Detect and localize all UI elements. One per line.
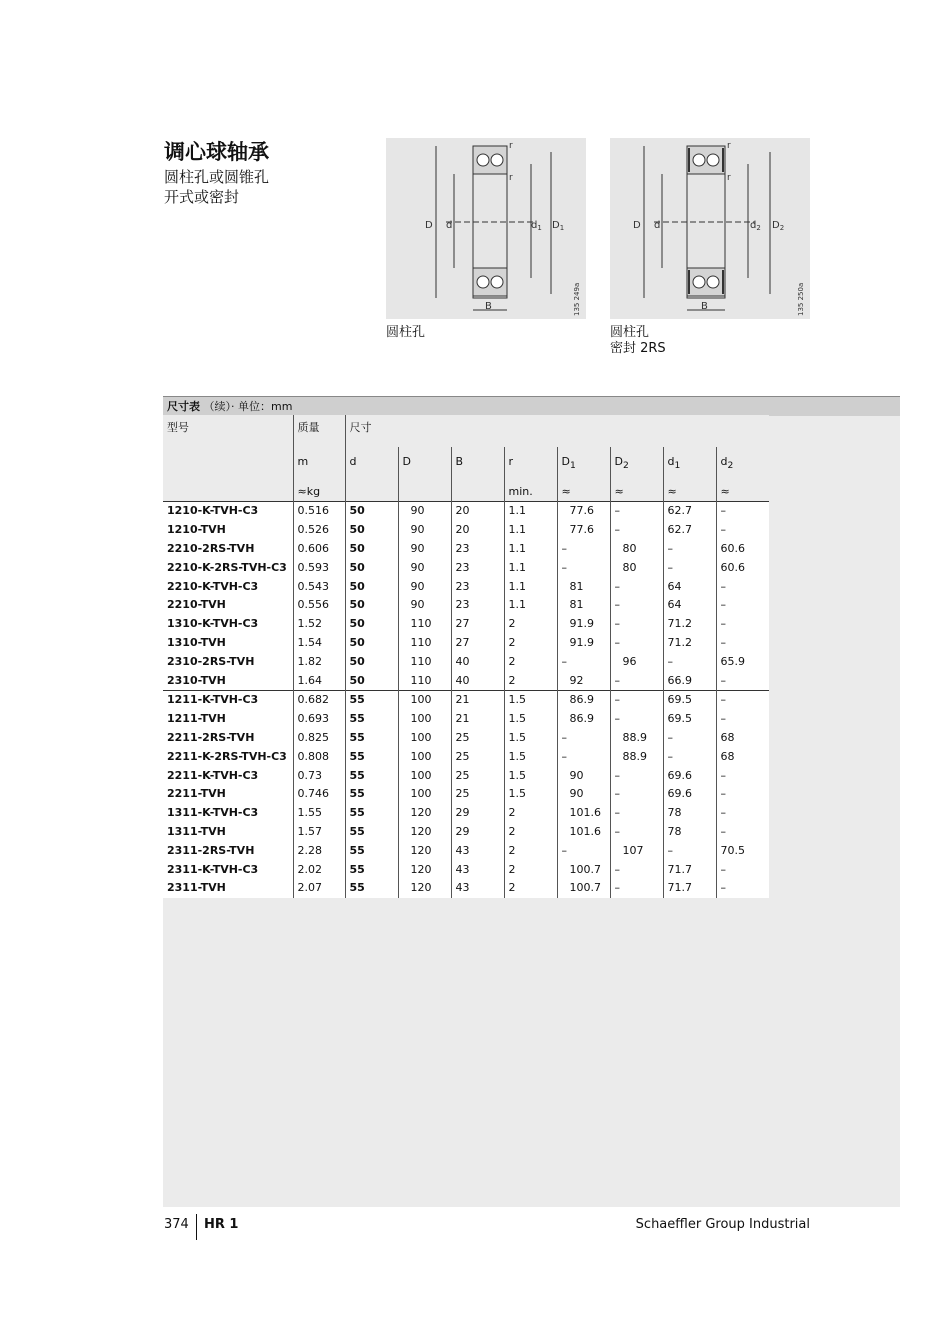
bearing-drawing-open xyxy=(386,138,586,319)
table-cell: 43 xyxy=(451,879,504,898)
table-cell: 43 xyxy=(451,860,504,879)
table-cell: 0.516 xyxy=(293,502,345,521)
table-cell: 68 xyxy=(716,747,769,766)
table-cell: – xyxy=(716,766,769,785)
label-dim1: d xyxy=(531,220,538,231)
table-cell: – xyxy=(610,502,663,521)
table-cell: 50 xyxy=(345,577,398,596)
table-row xyxy=(163,841,769,860)
table-row xyxy=(163,615,769,634)
table-cell: – xyxy=(663,747,716,766)
cell-model: 1310-K-TVH-C3 xyxy=(163,615,293,634)
table-row xyxy=(163,577,769,596)
header-B: B xyxy=(451,447,504,483)
table-cell: 55 xyxy=(345,804,398,823)
table-cell: 90 xyxy=(398,540,451,559)
table-cell: – xyxy=(557,841,610,860)
table-cell: 29 xyxy=(451,804,504,823)
table-cell: – xyxy=(610,615,663,634)
label-D: D xyxy=(425,220,433,231)
table-cell: – xyxy=(557,558,610,577)
table-cell: 40 xyxy=(451,671,504,690)
table-cell: 80 xyxy=(610,540,663,559)
header-d2: $d_2$ xyxy=(716,447,769,483)
table-cell: 1.1 xyxy=(504,521,557,540)
cell-model: 2311-2RS-TVH xyxy=(163,841,293,860)
table-cell: 78 xyxy=(663,804,716,823)
table-cell: 50 xyxy=(345,521,398,540)
table-row xyxy=(163,690,769,709)
table-cell: 88.9 xyxy=(610,729,663,748)
svg-text:d1 xyxy=(531,220,542,232)
label-dim2-sub: 1 xyxy=(559,224,565,232)
table-cell: 60.6 xyxy=(716,558,769,577)
table-cell: 1.5 xyxy=(504,766,557,785)
table-cell: 100 xyxy=(398,766,451,785)
table-cell: 78 xyxy=(663,823,716,842)
table-cell: 1.1 xyxy=(504,577,557,596)
table-cell: 91.9 xyxy=(557,634,610,653)
table-cell: 50 xyxy=(345,502,398,521)
table-cell: 55 xyxy=(345,729,398,748)
table-cell: 43 xyxy=(451,841,504,860)
label-dim2-sub: 2 xyxy=(779,224,785,232)
table-cell: 1.52 xyxy=(293,615,345,634)
cell-model: 2211-TVH xyxy=(163,785,293,804)
table-cell: – xyxy=(610,671,663,690)
table-cell: 2 xyxy=(504,652,557,671)
label-B: B xyxy=(701,301,708,312)
table-cell: 86.9 xyxy=(557,690,610,709)
label-dim1-sub: 2 xyxy=(756,224,761,232)
drawing-code: 135 249a xyxy=(573,282,581,316)
table-cell: 2 xyxy=(504,823,557,842)
table-cell: 77.6 xyxy=(557,521,610,540)
header-model: 型号 xyxy=(163,415,293,447)
table-cell: 66.9 xyxy=(663,671,716,690)
table-row xyxy=(163,729,769,748)
subtitle-seal: 开式或密封 xyxy=(164,188,240,206)
table-cell: 2.02 xyxy=(293,860,345,879)
table-cell: 40 xyxy=(451,652,504,671)
table-cell: 100 xyxy=(398,785,451,804)
table-cell: – xyxy=(610,710,663,729)
table-cell: 55 xyxy=(345,841,398,860)
table-cell: 100 xyxy=(398,710,451,729)
table-cell: 65.9 xyxy=(716,652,769,671)
table-cell: 50 xyxy=(345,558,398,577)
caption-line: 圆柱孔 xyxy=(610,325,650,340)
table-cell: 69.5 xyxy=(663,690,716,709)
table-cell: – xyxy=(610,690,663,709)
table-cell: 60.6 xyxy=(716,540,769,559)
table-row xyxy=(163,766,769,785)
table-cell: 2 xyxy=(504,634,557,653)
table-cell: 2.28 xyxy=(293,841,345,860)
table-cell: 55 xyxy=(345,766,398,785)
cell-model: 2310-2RS-TVH xyxy=(163,652,293,671)
table-cell: – xyxy=(610,860,663,879)
document-code: HR 1 xyxy=(204,1217,239,1232)
table-cell: 100.7 xyxy=(557,879,610,898)
table-cell: – xyxy=(557,652,610,671)
table-cell: 21 xyxy=(451,690,504,709)
bearing-drawing-sealed xyxy=(610,138,810,319)
table-cell: 90 xyxy=(557,785,610,804)
header-r: r xyxy=(504,447,557,483)
table-row xyxy=(163,634,769,653)
table-row xyxy=(163,540,769,559)
label-B: B xyxy=(485,301,492,312)
table-cell: 110 xyxy=(398,634,451,653)
table-cell: – xyxy=(716,860,769,879)
cell-model: 1310-TVH xyxy=(163,634,293,653)
header-dims: 尺寸 xyxy=(345,415,769,447)
table-title-rest: （续）· 单位：mm xyxy=(203,400,293,413)
table-cell: 1.5 xyxy=(504,785,557,804)
table-row xyxy=(163,860,769,879)
table-cell: 71.7 xyxy=(663,879,716,898)
table-row xyxy=(163,652,769,671)
table-cell: 55 xyxy=(345,879,398,898)
table-cell: – xyxy=(716,502,769,521)
drawing-code: 135 250a xyxy=(797,282,805,316)
footer-divider xyxy=(196,1214,197,1240)
header-d: d xyxy=(345,447,398,483)
table-cell: 27 xyxy=(451,615,504,634)
caption-line: 圆柱孔 xyxy=(386,325,426,340)
table-cell: – xyxy=(716,879,769,898)
table-cell: 64 xyxy=(663,577,716,596)
table-cell: 55 xyxy=(345,747,398,766)
cell-model: 2210-2RS-TVH xyxy=(163,540,293,559)
table-cell: 55 xyxy=(345,690,398,709)
label-r-top: r xyxy=(509,141,513,151)
table-cell: – xyxy=(610,521,663,540)
table-cell: 2 xyxy=(504,841,557,860)
cell-model: 2210-TVH xyxy=(163,596,293,615)
table-cell: – xyxy=(610,879,663,898)
table-cell: 29 xyxy=(451,823,504,842)
table-cell: – xyxy=(716,521,769,540)
svg-text:D2 xyxy=(772,220,784,232)
table-cell: 1.5 xyxy=(504,747,557,766)
table-cell: 2 xyxy=(504,615,557,634)
header-approx: ≈ xyxy=(610,483,663,502)
table-cell: 62.7 xyxy=(663,502,716,521)
table-cell: 1.57 xyxy=(293,823,345,842)
table-row xyxy=(163,521,769,540)
table-cell: 1.55 xyxy=(293,804,345,823)
table-cell: 69.6 xyxy=(663,766,716,785)
svg-text:D1 xyxy=(552,220,564,232)
table-cell: 50 xyxy=(345,540,398,559)
table-cell: 80 xyxy=(610,558,663,577)
table-cell: 120 xyxy=(398,860,451,879)
table-cell: – xyxy=(716,615,769,634)
table-cell: 55 xyxy=(345,860,398,879)
table-cell: – xyxy=(610,634,663,653)
table-cell: 50 xyxy=(345,671,398,690)
table-cell: 1.1 xyxy=(504,502,557,521)
table-cell: – xyxy=(663,558,716,577)
table-cell: 88.9 xyxy=(610,747,663,766)
label-dim1-sub: 1 xyxy=(537,224,542,232)
table-cell: 71.2 xyxy=(663,634,716,653)
table-row xyxy=(163,804,769,823)
figure-caption-open xyxy=(386,325,425,341)
table-cell: 110 xyxy=(398,615,451,634)
cell-model: 2211-K-TVH-C3 xyxy=(163,766,293,785)
cell-model: 2310-TVH xyxy=(163,671,293,690)
table-title xyxy=(163,396,900,416)
label-D: D xyxy=(633,220,641,231)
table-cell: 90 xyxy=(398,558,451,577)
dimension-grid xyxy=(163,415,769,898)
table-cell: 2 xyxy=(504,671,557,690)
table-cell: 25 xyxy=(451,766,504,785)
table-cell: – xyxy=(716,804,769,823)
table-cell: 101.6 xyxy=(557,804,610,823)
table-row xyxy=(163,502,769,521)
table-cell: 110 xyxy=(398,671,451,690)
table-cell: – xyxy=(663,729,716,748)
table-cell: 81 xyxy=(557,596,610,615)
table-row xyxy=(163,558,769,577)
cell-model: 2311-TVH xyxy=(163,879,293,898)
table-title-main: 尺寸表 xyxy=(167,400,200,413)
company-name: Schaeffler Group Industrial xyxy=(635,1217,810,1232)
table-cell: 120 xyxy=(398,879,451,898)
table-cell: – xyxy=(716,710,769,729)
table-cell: 2.07 xyxy=(293,879,345,898)
table-cell: 50 xyxy=(345,652,398,671)
table-cell: 0.73 xyxy=(293,766,345,785)
table-cell: 2 xyxy=(504,860,557,879)
table-cell: 120 xyxy=(398,804,451,823)
table-cell: 1.64 xyxy=(293,671,345,690)
table-cell: 1.82 xyxy=(293,652,345,671)
table-cell: 71.2 xyxy=(663,615,716,634)
header-approx: ≈ xyxy=(663,483,716,502)
table-cell: 20 xyxy=(451,521,504,540)
cell-model: 2210-K-2RS-TVH-C3 xyxy=(163,558,293,577)
table-cell: 25 xyxy=(451,747,504,766)
figure-caption-sealed xyxy=(610,325,666,357)
table-body xyxy=(163,502,769,898)
table-cell: 69.6 xyxy=(663,785,716,804)
cell-model: 2311-K-TVH-C3 xyxy=(163,860,293,879)
table-cell: 23 xyxy=(451,540,504,559)
header-rmin: min. xyxy=(504,483,557,502)
table-cell: 1.5 xyxy=(504,729,557,748)
table-row xyxy=(163,671,769,690)
table-cell: 120 xyxy=(398,823,451,842)
table-cell: 55 xyxy=(345,785,398,804)
table-cell: 2 xyxy=(504,879,557,898)
table-cell: 90 xyxy=(398,521,451,540)
table-cell: 0.682 xyxy=(293,690,345,709)
cell-model: 1211-TVH xyxy=(163,710,293,729)
table-cell: 100 xyxy=(398,729,451,748)
table-cell: 107 xyxy=(610,841,663,860)
dimension-table xyxy=(163,396,900,1207)
cell-model: 1210-K-TVH-C3 xyxy=(163,502,293,521)
svg-text:d2 xyxy=(750,220,761,232)
table-cell: – xyxy=(716,596,769,615)
label-r-inner: r xyxy=(509,173,513,183)
table-cell: 27 xyxy=(451,634,504,653)
table-cell: – xyxy=(716,577,769,596)
table-cell: 0.808 xyxy=(293,747,345,766)
label-r-top: r xyxy=(727,141,731,151)
table-cell: 50 xyxy=(345,634,398,653)
cell-model: 1211-K-TVH-C3 xyxy=(163,690,293,709)
header-D1: $D_1$ xyxy=(557,447,610,483)
table-row xyxy=(163,747,769,766)
cell-model: 1210-TVH xyxy=(163,521,293,540)
table-cell: 23 xyxy=(451,577,504,596)
table-cell: 100 xyxy=(398,747,451,766)
label-dim2: D xyxy=(772,220,780,231)
label-d: d xyxy=(446,220,453,231)
table-cell: – xyxy=(716,634,769,653)
table-cell: – xyxy=(557,540,610,559)
table-cell: 2 xyxy=(504,804,557,823)
cell-model: 2211-K-2RS-TVH-C3 xyxy=(163,747,293,766)
table-cell: 0.746 xyxy=(293,785,345,804)
table-row xyxy=(163,710,769,729)
table-cell: 1.1 xyxy=(504,558,557,577)
table-cell: – xyxy=(716,823,769,842)
table-cell: 62.7 xyxy=(663,521,716,540)
table-cell: – xyxy=(663,540,716,559)
table-cell: 91.9 xyxy=(557,615,610,634)
table-cell: 25 xyxy=(451,729,504,748)
table-cell: 23 xyxy=(451,558,504,577)
table-cell: 0.825 xyxy=(293,729,345,748)
table-cell: 70.5 xyxy=(716,841,769,860)
table-cell: 86.9 xyxy=(557,710,610,729)
table-cell: 55 xyxy=(345,710,398,729)
table-cell: 50 xyxy=(345,596,398,615)
table-cell: – xyxy=(610,577,663,596)
table-row xyxy=(163,596,769,615)
table-cell: 50 xyxy=(345,615,398,634)
table-cell: 1.1 xyxy=(504,596,557,615)
table-cell: 0.556 xyxy=(293,596,345,615)
table-row xyxy=(163,823,769,842)
cell-model: 2210-K-TVH-C3 xyxy=(163,577,293,596)
page-title: 调心球轴承 xyxy=(164,140,269,164)
header-mass: 质量 xyxy=(293,415,345,447)
label-dim2: D xyxy=(552,220,560,231)
table-cell: 64 xyxy=(663,596,716,615)
table-cell: 77.6 xyxy=(557,502,610,521)
table-cell: 55 xyxy=(345,823,398,842)
cell-model: 1311-K-TVH-C3 xyxy=(163,804,293,823)
table-cell: – xyxy=(716,785,769,804)
table-cell: 68 xyxy=(716,729,769,748)
table-cell: 90 xyxy=(398,596,451,615)
table-cell: 0.593 xyxy=(293,558,345,577)
table-cell: 25 xyxy=(451,785,504,804)
table-cell: 71.7 xyxy=(663,860,716,879)
table-cell: – xyxy=(610,823,663,842)
header-m: m xyxy=(293,447,345,483)
table-row xyxy=(163,785,769,804)
table-cell: 0.526 xyxy=(293,521,345,540)
header-kg: ≈kg xyxy=(293,483,345,502)
table-cell: 1.1 xyxy=(504,540,557,559)
table-cell: 90 xyxy=(398,577,451,596)
table-cell: – xyxy=(663,652,716,671)
table-cell: 90 xyxy=(557,766,610,785)
cell-model: 1311-TVH xyxy=(163,823,293,842)
table-cell: 81 xyxy=(557,577,610,596)
page-number: 374 xyxy=(164,1217,189,1232)
cell-model: 2211-2RS-TVH xyxy=(163,729,293,748)
table-cell: 101.6 xyxy=(557,823,610,842)
table-cell: 90 xyxy=(398,502,451,521)
table-cell: 100.7 xyxy=(557,860,610,879)
table-cell: 0.693 xyxy=(293,710,345,729)
table-cell: 0.606 xyxy=(293,540,345,559)
header-D2: $D_2$ xyxy=(610,447,663,483)
table-cell: – xyxy=(716,690,769,709)
subtitle-bore: 圆柱孔或圆锥孔 xyxy=(164,168,270,186)
table-cell: 110 xyxy=(398,652,451,671)
table-cell: 1.5 xyxy=(504,710,557,729)
table-cell: 0.543 xyxy=(293,577,345,596)
table-cell: 23 xyxy=(451,596,504,615)
label-d: d xyxy=(654,220,661,231)
table-cell: – xyxy=(610,804,663,823)
header-D: D xyxy=(398,447,451,483)
table-cell: 69.5 xyxy=(663,710,716,729)
label-r-inner: r xyxy=(727,173,731,183)
table-row xyxy=(163,879,769,898)
table-cell: – xyxy=(610,766,663,785)
table-cell: 1.54 xyxy=(293,634,345,653)
table-cell: – xyxy=(557,747,610,766)
table-cell: 100 xyxy=(398,690,451,709)
table-cell: – xyxy=(663,841,716,860)
table-cell: 120 xyxy=(398,841,451,860)
table-cell: 92 xyxy=(557,671,610,690)
table-cell: 1.5 xyxy=(504,690,557,709)
table-cell: – xyxy=(557,729,610,748)
label-dim1: d xyxy=(750,220,757,231)
header-approx: ≈ xyxy=(557,483,610,502)
table-cell: 21 xyxy=(451,710,504,729)
caption-line: 密封 2RS xyxy=(610,341,666,356)
header-d1: $d_1$ xyxy=(663,447,716,483)
table-cell: 20 xyxy=(451,502,504,521)
table-cell: – xyxy=(610,785,663,804)
table-cell: – xyxy=(610,596,663,615)
header-approx: ≈ xyxy=(716,483,769,502)
table-cell: – xyxy=(716,671,769,690)
table-cell: 96 xyxy=(610,652,663,671)
